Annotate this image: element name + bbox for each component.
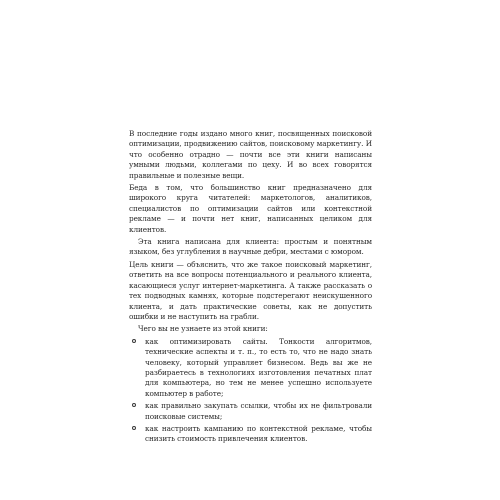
list-item <box>129 424 372 445</box>
paragraph-intro: В последние годы издано много книг, посвященных поисковой оптимизации, продвижению сайтов, поисковому маркетингу. И что особенно отрадно — почти все эти книги написаны умными людьми, коллегами по цеху. И во всех говорятся правильные и полезные вещи. <box>129 129 372 180</box>
list-item-text: как настроить кампанию по контекстной рекламе, чтобы снизить стоимость привлечения клиентов. <box>145 423 372 444</box>
list-item <box>129 337 372 399</box>
circle-bullet-icon <box>132 426 136 430</box>
book-page-text <box>129 129 372 447</box>
list-intro: Чего вы не узнаете из этой книги: <box>138 324 268 334</box>
circle-bullet-icon <box>132 339 136 343</box>
paragraph-goal: Цель книги — объяснить, что же такое поисковый маркетинг, ответить на все вопросы потенциального и реального клиента, касающиеся услуг интернет-маркетинга. А также рассказать о тех подводных камнях, которые подстерегают неискушенного клиента, и дать практические советы, как не допустить ошибки и не наступить на грабли. <box>129 259 372 321</box>
paragraph-audience: Эта книга написана для клиента: простым и понятным языком, без углубления в научные дебри, местами с юмором. <box>129 237 372 257</box>
paragraph-problem: Беда в том, что большинство книг предназначено для широкого круга читателей: маркетологов, аналитиков, специалистов по оптимизации сайтов или контекстной рекламе — и почти нет книг, написанных целиком для клиентов. <box>129 183 372 234</box>
bullet-list <box>129 337 372 445</box>
list-item <box>129 401 372 422</box>
list-item-text: как оптимизировать сайты. Тонкости алгоритмов, технические аспекты и т. п., то есть то, что не надо знать человеку, который управляет бизнесом. Ведь вы же не разбираетесь в технологиях изготовления печатных плат для компьютера, но тем не менее успешно используете компьютер в работе; <box>145 336 372 398</box>
list-item-text: как правильно закупать ссылки, чтобы их не фильтровали поисковые системы; <box>145 401 372 421</box>
circle-bullet-icon <box>132 403 136 407</box>
